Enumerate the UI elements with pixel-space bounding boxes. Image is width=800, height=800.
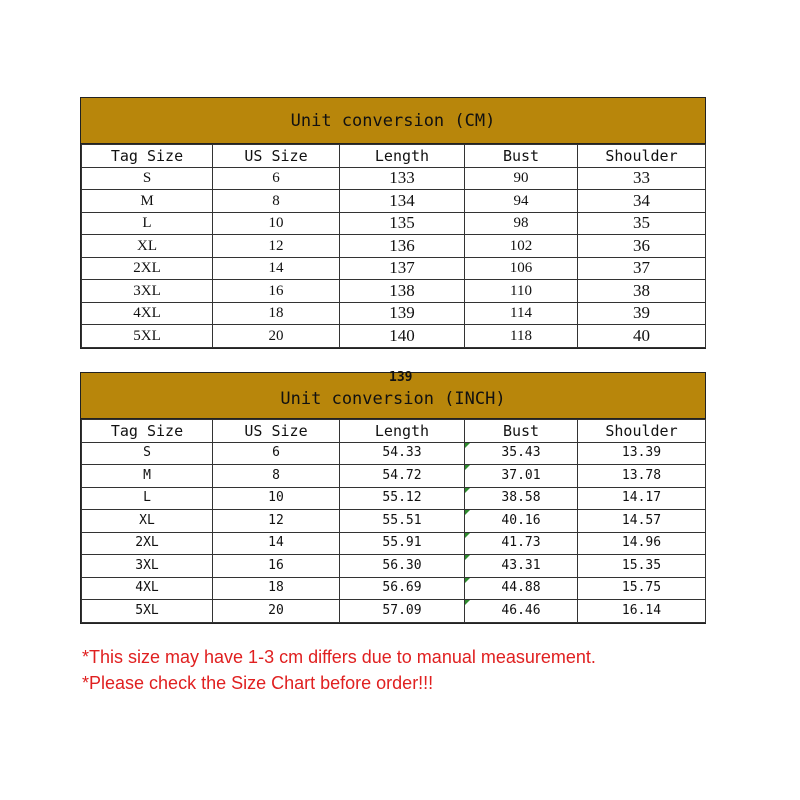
bust-cell: 38.58 xyxy=(465,487,578,510)
cm-table-grid xyxy=(81,144,706,348)
us-size-cell: 18 xyxy=(213,302,340,325)
column-header-shoulder: Shoulder xyxy=(578,420,706,443)
us-size-cell: 14 xyxy=(213,257,340,280)
us-size-cell: 20 xyxy=(213,325,340,348)
length-cell: 135 xyxy=(340,212,465,235)
column-header-tag-size: Tag Size xyxy=(82,145,213,168)
column-header-tag-size: Tag Size xyxy=(82,420,213,443)
shoulder-cell: 15.75 xyxy=(578,577,706,600)
bust-cell: 40.16 xyxy=(465,510,578,533)
cm-header-row xyxy=(82,145,706,168)
bust-cell: 98 xyxy=(465,212,578,235)
length-cell: 55.12 xyxy=(340,487,465,510)
shoulder-cell: 14.96 xyxy=(578,532,706,555)
table-row xyxy=(82,235,706,258)
bust-cell: 90 xyxy=(465,167,578,190)
tag-size-cell: 4XL xyxy=(82,302,213,325)
bust-cell: 44.88 xyxy=(465,577,578,600)
tag-size-cell: S xyxy=(82,442,213,465)
us-size-cell: 6 xyxy=(213,167,340,190)
table-row xyxy=(82,577,706,600)
us-size-cell: 8 xyxy=(213,465,340,488)
table-row xyxy=(82,555,706,578)
bust-cell: 43.31 xyxy=(465,555,578,578)
us-size-cell: 20 xyxy=(213,600,340,623)
tag-size-cell: S xyxy=(82,167,213,190)
length-cell: 133 xyxy=(340,167,465,190)
shoulder-cell: 39 xyxy=(578,302,706,325)
column-header-shoulder: Shoulder xyxy=(578,145,706,168)
inch-size-table xyxy=(80,372,706,624)
tag-size-cell: L xyxy=(82,212,213,235)
shoulder-cell: 34 xyxy=(578,190,706,213)
us-size-cell: 10 xyxy=(213,212,340,235)
us-size-cell: 12 xyxy=(213,235,340,258)
shoulder-cell: 16.14 xyxy=(578,600,706,623)
tag-size-cell: XL xyxy=(82,235,213,258)
shoulder-cell: 13.78 xyxy=(578,465,706,488)
inch-table-grid xyxy=(81,419,706,623)
us-size-cell: 12 xyxy=(213,510,340,533)
length-cell: 56.69 xyxy=(340,577,465,600)
us-size-cell: 10 xyxy=(213,487,340,510)
tag-size-cell: 4XL xyxy=(82,577,213,600)
tag-size-cell: 5XL xyxy=(82,325,213,348)
shoulder-cell: 33 xyxy=(578,167,706,190)
shoulder-cell: 14.17 xyxy=(578,487,706,510)
table-row xyxy=(82,510,706,533)
bust-cell: 35.43 xyxy=(465,442,578,465)
length-cell: 55.51 xyxy=(340,510,465,533)
table-row xyxy=(82,600,706,623)
bust-cell: 94 xyxy=(465,190,578,213)
size-chart-note: *Please check the Size Chart before order!!! xyxy=(82,673,434,693)
stray-number: 139 xyxy=(389,370,413,385)
measurement-note: *This size may have 1-3 cm differs due to manual measurement. xyxy=(82,647,596,667)
us-size-cell: 16 xyxy=(213,280,340,303)
tag-size-cell: 3XL xyxy=(82,280,213,303)
bust-cell: 37.01 xyxy=(465,465,578,488)
length-cell: 54.33 xyxy=(340,442,465,465)
table-row xyxy=(82,302,706,325)
length-cell: 140 xyxy=(340,325,465,348)
bust-cell: 102 xyxy=(465,235,578,258)
us-size-cell: 16 xyxy=(213,555,340,578)
length-cell: 137 xyxy=(340,257,465,280)
column-header-bust: Bust xyxy=(465,420,578,443)
bust-cell: 41.73 xyxy=(465,532,578,555)
table-row xyxy=(82,167,706,190)
shoulder-cell: 40 xyxy=(578,325,706,348)
bust-cell: 106 xyxy=(465,257,578,280)
tag-size-cell: M xyxy=(82,190,213,213)
shoulder-cell: 15.35 xyxy=(578,555,706,578)
bust-cell: 118 xyxy=(465,325,578,348)
table-row xyxy=(82,190,706,213)
length-cell: 134 xyxy=(340,190,465,213)
table-row xyxy=(82,325,706,348)
shoulder-cell: 37 xyxy=(578,257,706,280)
tag-size-cell: 2XL xyxy=(82,257,213,280)
table-row xyxy=(82,212,706,235)
table-row xyxy=(82,465,706,488)
us-size-cell: 14 xyxy=(213,532,340,555)
tag-size-cell: XL xyxy=(82,510,213,533)
us-size-cell: 6 xyxy=(213,442,340,465)
shoulder-cell: 38 xyxy=(578,280,706,303)
column-header-length: Length xyxy=(340,420,465,443)
inch-table-header xyxy=(81,370,705,419)
table-row xyxy=(82,280,706,303)
length-cell: 56.30 xyxy=(340,555,465,578)
column-header-length: Length xyxy=(340,145,465,168)
tag-size-cell: 5XL xyxy=(82,600,213,623)
length-cell: 57.09 xyxy=(340,600,465,623)
inch-table-title: Unit conversion (INCH) xyxy=(280,388,506,409)
bust-cell: 110 xyxy=(465,280,578,303)
column-header-bust: Bust xyxy=(465,145,578,168)
cm-table-title: Unit conversion (CM) xyxy=(81,98,705,144)
bust-cell: 46.46 xyxy=(465,600,578,623)
length-cell: 136 xyxy=(340,235,465,258)
length-cell: 54.72 xyxy=(340,465,465,488)
shoulder-cell: 35 xyxy=(578,212,706,235)
shoulder-cell: 13.39 xyxy=(578,442,706,465)
bust-cell: 114 xyxy=(465,302,578,325)
tag-size-cell: 3XL xyxy=(82,555,213,578)
table-row xyxy=(82,532,706,555)
tag-size-cell: 2XL xyxy=(82,532,213,555)
table-row xyxy=(82,487,706,510)
shoulder-cell: 36 xyxy=(578,235,706,258)
us-size-cell: 18 xyxy=(213,577,340,600)
inch-header-row xyxy=(82,420,706,443)
tag-size-cell: L xyxy=(82,487,213,510)
table-row xyxy=(82,442,706,465)
cm-size-table xyxy=(80,97,706,349)
tag-size-cell: M xyxy=(82,465,213,488)
us-size-cell: 8 xyxy=(213,190,340,213)
table-row xyxy=(82,257,706,280)
length-cell: 138 xyxy=(340,280,465,303)
length-cell: 139 xyxy=(340,302,465,325)
length-cell: 55.91 xyxy=(340,532,465,555)
column-header-us-size: US Size xyxy=(213,420,340,443)
column-header-us-size: US Size xyxy=(213,145,340,168)
shoulder-cell: 14.57 xyxy=(578,510,706,533)
